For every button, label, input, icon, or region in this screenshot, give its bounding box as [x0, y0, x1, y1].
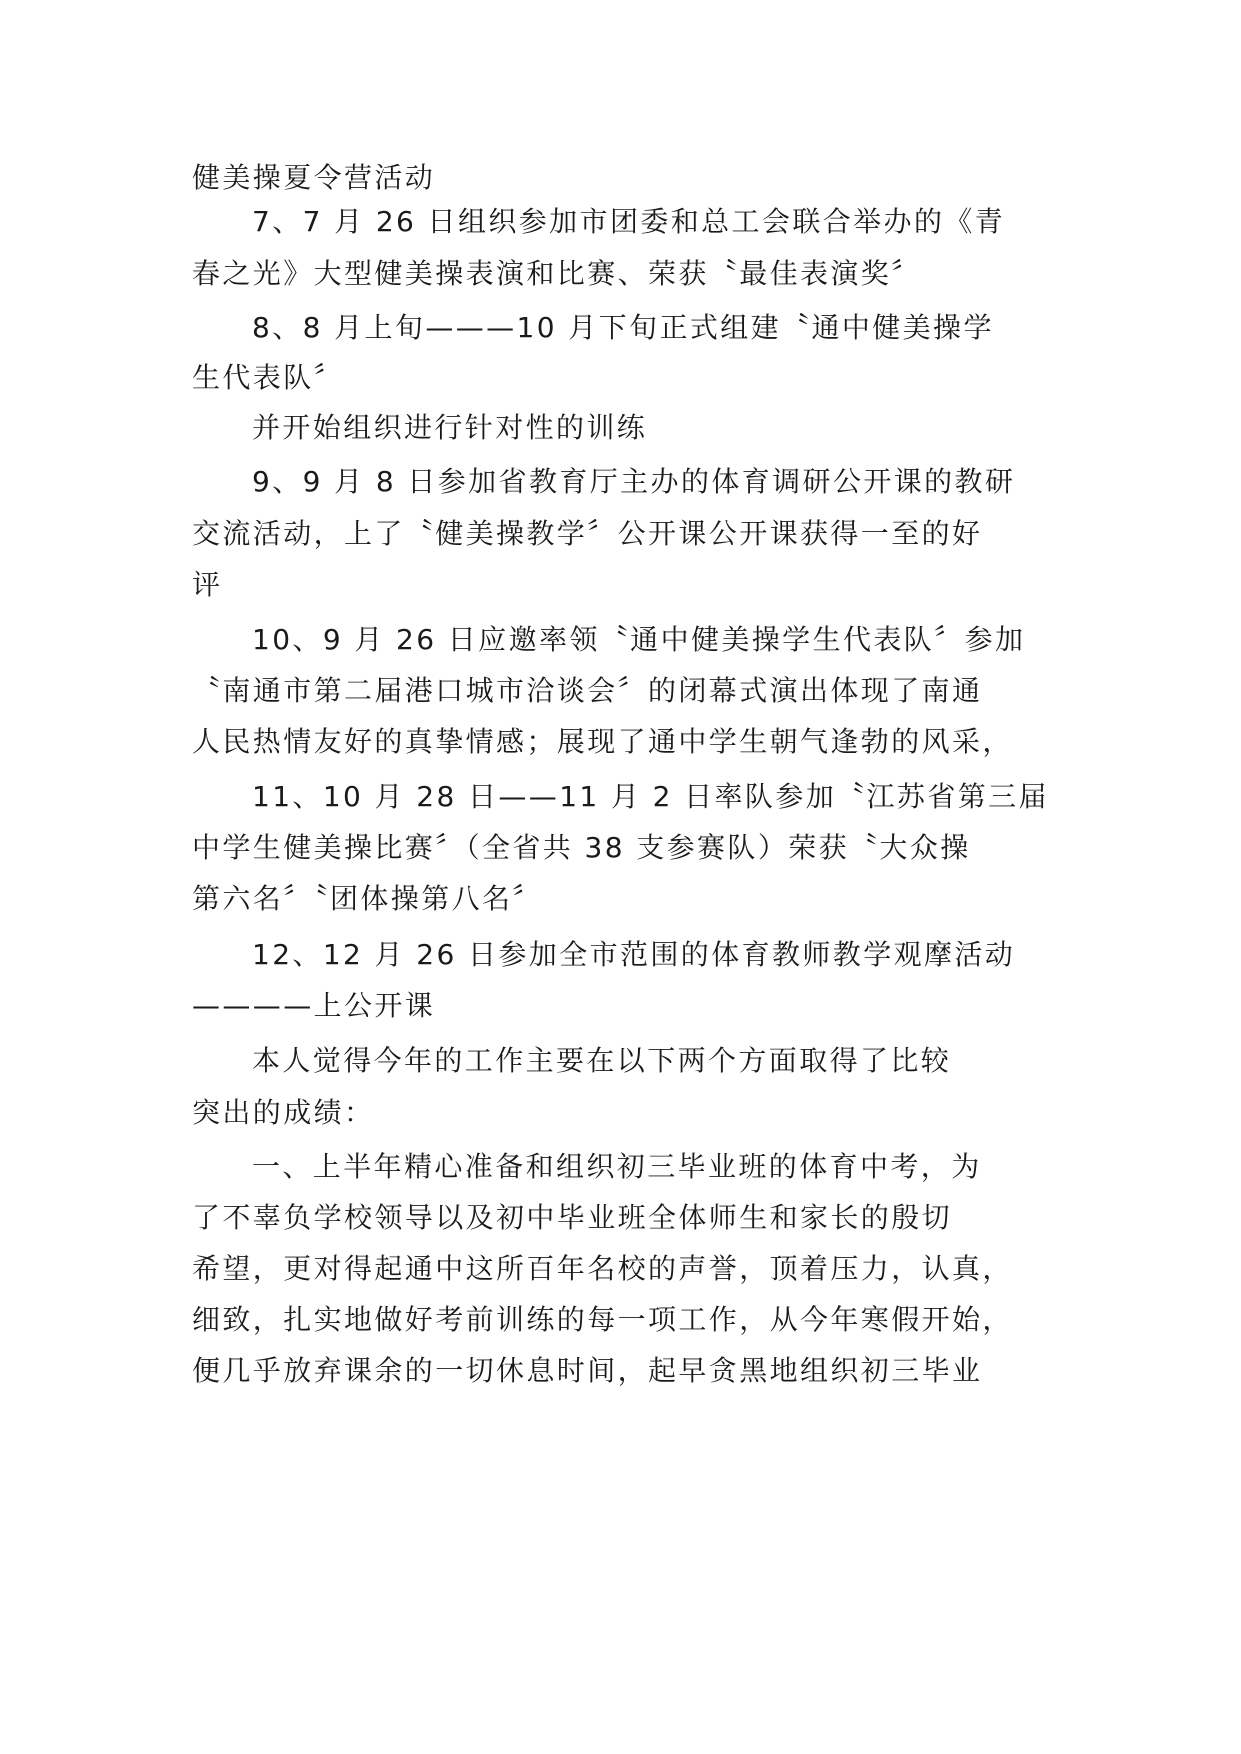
text-line: 11、10 月 28 日——11 月 2 日率队参加〝江苏省第三届: [252, 780, 1049, 813]
text-line: 第六名〞〝团体操第八名〞: [192, 882, 543, 915]
text-line: 8、8 月上旬———10 月下旬正式组建〝通中健美操学: [252, 311, 994, 344]
text-line: ————上公开课: [192, 989, 436, 1022]
text-line: 评: [192, 568, 223, 601]
text-line: 并开始组织进行针对性的训练: [252, 411, 648, 444]
text-line: 一、上半年精心准备和组织初三毕业班的体育中考，为: [252, 1150, 982, 1183]
text-line: 中学生健美操比赛〞（全省共 38 支参赛队）荣获〝大众操: [192, 831, 971, 864]
text-line: 了不辜负学校领导以及初中毕业班全体师生和家长的殷切: [192, 1201, 953, 1234]
text-line: 10、9 月 26 日应邀率领〝通中健美操学生代表队〞参加: [252, 623, 1026, 656]
text-line: 9、9 月 8 日参加省教育厅主办的体育调研公开课的教研: [252, 465, 1016, 498]
text-line: 本人觉得今年的工作主要在以下两个方面取得了比较: [252, 1044, 952, 1077]
text-line: 〝南通市第二届港口城市洽谈会〞的闭幕式演出体现了南通: [192, 674, 983, 707]
text-line: 人民热情友好的真挚情感；展现了通中学生朝气逢勃的风采，: [192, 725, 1013, 758]
text-line: 健美操夏令营活动: [192, 161, 436, 194]
text-line: 交流活动，上了〝健美操教学〞公开课公开课获得一至的好: [192, 517, 983, 550]
text-line: 生代表队〞: [192, 361, 345, 394]
text-line: 细致，扎实地做好考前训练的每一项工作，从今年寒假开始，: [192, 1303, 1013, 1336]
text-line: 希望，更对得起通中这所百年名校的声誉，顶着压力，认真，: [192, 1252, 1013, 1285]
text-line: 春之光》大型健美操表演和比赛、荣获〝最佳表演奖〞: [192, 257, 922, 290]
text-line: 12、12 月 26 日参加全市范围的体育教师教学观摩活动: [252, 938, 1016, 971]
text-line: 7、7 月 26 日组织参加市团委和总工会联合举办的《青: [252, 205, 1006, 238]
text-line: 突出的成绩：: [192, 1096, 375, 1129]
text-line: 便几乎放弃课余的一切休息时间，起早贪黑地组织初三毕业: [192, 1354, 983, 1387]
